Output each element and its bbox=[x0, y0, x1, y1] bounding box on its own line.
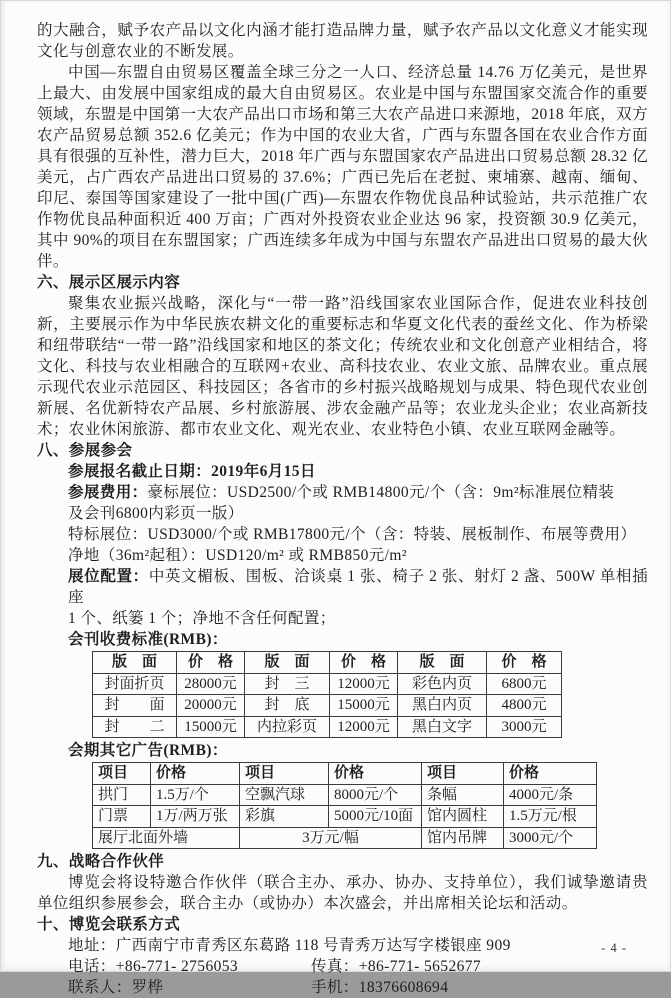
contact-label: 联系人： bbox=[68, 979, 132, 996]
table-row bbox=[93, 695, 562, 717]
cell: 3000元/个 bbox=[504, 827, 597, 849]
contact-block bbox=[37, 935, 648, 998]
fee-line-2: 及会刊6800内彩页一版） bbox=[68, 505, 244, 522]
section-9-heading: 九、战略合作伙伴 bbox=[37, 853, 165, 870]
cell: 馆内吊牌 bbox=[422, 827, 504, 849]
phone-label: 电话： bbox=[68, 958, 116, 975]
cell: 1.5万/个 bbox=[151, 784, 240, 806]
cell: 封 面 bbox=[93, 695, 177, 717]
catalog-price-table bbox=[92, 651, 562, 738]
cell: 门票 bbox=[93, 806, 151, 828]
cell: 彩旗 bbox=[240, 806, 329, 828]
section-8-heading: 八、参展参会 bbox=[37, 442, 133, 459]
booth-config-label: 展位配置： bbox=[68, 568, 149, 585]
ads-price-table bbox=[92, 762, 597, 849]
cell: 3万元/幅 bbox=[240, 827, 422, 849]
cell: 封面折页 bbox=[93, 673, 177, 695]
ads-price-title: 会期其它广告(RMB)： bbox=[68, 742, 228, 759]
cell: 空飘汽球 bbox=[240, 784, 329, 806]
cell: 12000元 bbox=[330, 673, 398, 695]
col-header: 版 面 bbox=[93, 652, 177, 674]
table-header-row bbox=[93, 652, 562, 674]
address-label: 地址： bbox=[68, 937, 116, 954]
cell: 馆内圆柱 bbox=[422, 806, 504, 828]
cell: 1万/两万张 bbox=[151, 806, 240, 828]
phone-value: +86-771- 2756053 bbox=[115, 958, 239, 975]
col-header: 价 格 bbox=[487, 652, 562, 674]
col-header: 价格 bbox=[329, 763, 422, 785]
fax-label: 传真： bbox=[311, 958, 359, 975]
table-header-row bbox=[93, 763, 597, 785]
cell: 20000元 bbox=[177, 695, 245, 717]
col-header: 价 格 bbox=[177, 652, 245, 674]
cell: 封 三 bbox=[245, 673, 330, 695]
paragraph-asean-trade: 中国—东盟自由贸易区覆盖全球三分之一人口、经济总量 14.76 万亿美元，是世界上最大、由发展中国家组成的最大自由贸易区。农业是中国与东盟国家交流合作的重要领域，东盟是中国第一大农产品出口市场和第三大农产品进口来源地，2018 年底，双方农产品贸易总额 352.6 亿美元；作为中国的农业大省，广西与东盟各国在农业合作方面具有很强的互补性，潜力巨大，2018 年广西与东盟国家农产品进出口贸易总额 28.32 亿美元，占广西农产品进出口贸易的 37.6%；广西已先后在老挝、柬埔寨、越南、缅甸、印尼、泰国等国家建设了一批中国(广西)—东盟农作物优良品种试验站，共示范推广农作物优良品种面积近 400 万亩；广西对外投资农业企业达 96 家，投资额 30.9 亿美元，其中 90%的项目在东盟国家；广西连续多年成为中国与东盟农产品进出口贸易的最大伙伴。 bbox=[37, 64, 648, 270]
section-8-details bbox=[37, 461, 648, 650]
col-header: 项目 bbox=[240, 763, 329, 785]
address-value: 广西南宁市青秀区东葛路 118 号青秀万达写字楼银座 909 bbox=[115, 937, 511, 954]
table-row bbox=[93, 673, 562, 695]
contact-mobile-row bbox=[68, 977, 648, 998]
cell: 4000元/条 bbox=[504, 784, 597, 806]
cell: 15000元 bbox=[330, 695, 398, 717]
phone-pair bbox=[68, 956, 311, 977]
cell: 6800元 bbox=[487, 673, 562, 695]
fee-standard-booth: 豪标展位：USD2500/个或 RMB14800元/个（含：9m²标准展位精装 bbox=[147, 484, 615, 501]
mobile-pair bbox=[311, 977, 448, 998]
cell: 5000元/10面 bbox=[329, 806, 422, 828]
section-10-heading: 十、博览会联系方式 bbox=[37, 916, 181, 933]
section-6-body: 聚集农业振兴战略，深化与“一带一路”沿线国家农业国际合作，促进农业科技创新，主要展示作为中华民族农耕文化的重要标志和华夏文化代表的蚕丝文化、作为桥梁和纽带联结“一带一路”沿线国家和地区的茶文化；传统农业和文化创意产业相结合，将文化、科技与农业相融合的互联网+农业、高科技农业、农业文旅、品牌农业。重点展示现代农业示范园区、科技园区；各省市的乡村振兴战略规划与成果、特色现代农业创新展、名优新特农产品展、乡村旅游展、涉农金融产品等；农业龙头企业；农业高新技术；农业休闲旅游、都市农业文化、观光农业、农业特色小镇、农业互联网金融等。 bbox=[37, 295, 648, 438]
cell: 8000元/个 bbox=[329, 784, 422, 806]
booth-config-line-1 bbox=[68, 566, 648, 608]
cell: 12000元 bbox=[330, 716, 398, 738]
table-row bbox=[93, 806, 597, 828]
cell: 15000元 bbox=[177, 716, 245, 738]
booth-config-line-2: 1 个、纸篓 1 个；净地不含任何配置； bbox=[68, 610, 336, 627]
cell: 封 二 bbox=[93, 716, 177, 738]
section-9-body: 博览会将设特邀合作伙伴（联合主办、承办、协办、支持单位），我们诚挚邀请贵单位组织参展参会，联合主办（或协办）本次盛会，并出席相关论坛和活动。 bbox=[37, 874, 648, 912]
phone-fax-row bbox=[68, 956, 648, 977]
col-header: 价格 bbox=[504, 763, 597, 785]
cell: 彩色内页 bbox=[398, 673, 487, 695]
contact-value: 罗桦 bbox=[131, 979, 164, 996]
cell: 黑白内页 bbox=[398, 695, 487, 717]
fax-value: +86-771- 5652677 bbox=[358, 958, 482, 975]
cell: 拱门 bbox=[93, 784, 151, 806]
cell: 封 底 bbox=[245, 695, 330, 717]
section-6-heading: 六、展示区展示内容 bbox=[37, 274, 181, 291]
catalog-price-title: 会刊收费标准(RMB)： bbox=[68, 631, 228, 648]
cell: 条幅 bbox=[422, 784, 504, 806]
col-header: 版 面 bbox=[245, 652, 330, 674]
cell: 黑白文字 bbox=[398, 716, 487, 738]
cell: 展厅北面外墙 bbox=[93, 827, 240, 849]
fax-pair bbox=[311, 956, 481, 977]
cell: 1.5万元/根 bbox=[504, 806, 597, 828]
table-row bbox=[93, 784, 597, 806]
fee-line-1 bbox=[68, 482, 648, 503]
page-number: - 4 - bbox=[601, 941, 627, 955]
mobile-label: 手机： bbox=[311, 979, 359, 996]
paragraph-continuation: 的大融合，赋予农产品以文化内涵才能打造品牌力量，赋予农产品以文化意义才能实现文化与创意农业的不断发展。 bbox=[37, 22, 648, 60]
mobile-value: 18376608694 bbox=[358, 979, 449, 996]
special-booth-line: 特标展位：USD3000/个或 RMB17800元/个（含：特装、展板制作、布展等费用） bbox=[68, 526, 637, 543]
table-row-merged bbox=[93, 827, 597, 849]
col-header: 项目 bbox=[93, 763, 151, 785]
col-header: 价 格 bbox=[330, 652, 398, 674]
cell: 4800元 bbox=[487, 695, 562, 717]
cell: 3000元 bbox=[487, 716, 562, 738]
col-header: 项目 bbox=[422, 763, 504, 785]
col-header: 价格 bbox=[151, 763, 240, 785]
cell: 28000元 bbox=[177, 673, 245, 695]
col-header: 版 面 bbox=[398, 652, 487, 674]
booth-config-text: 中英文楣板、围板、洽谈桌 1 张、椅子 2 张、射灯 2 盏、500W 单相插座 bbox=[68, 568, 648, 606]
cell: 内拉彩页 bbox=[245, 716, 330, 738]
registration-deadline: 参展报名截止日期：2019年6月15日 bbox=[68, 463, 316, 480]
contact-pair bbox=[68, 977, 311, 998]
net-space-line: 净地（36m²起租）：USD120/m² 或 RMB850元/m² bbox=[68, 547, 407, 564]
fee-label: 参展费用： bbox=[68, 484, 148, 501]
address-row bbox=[68, 935, 648, 956]
table-row bbox=[93, 716, 562, 738]
